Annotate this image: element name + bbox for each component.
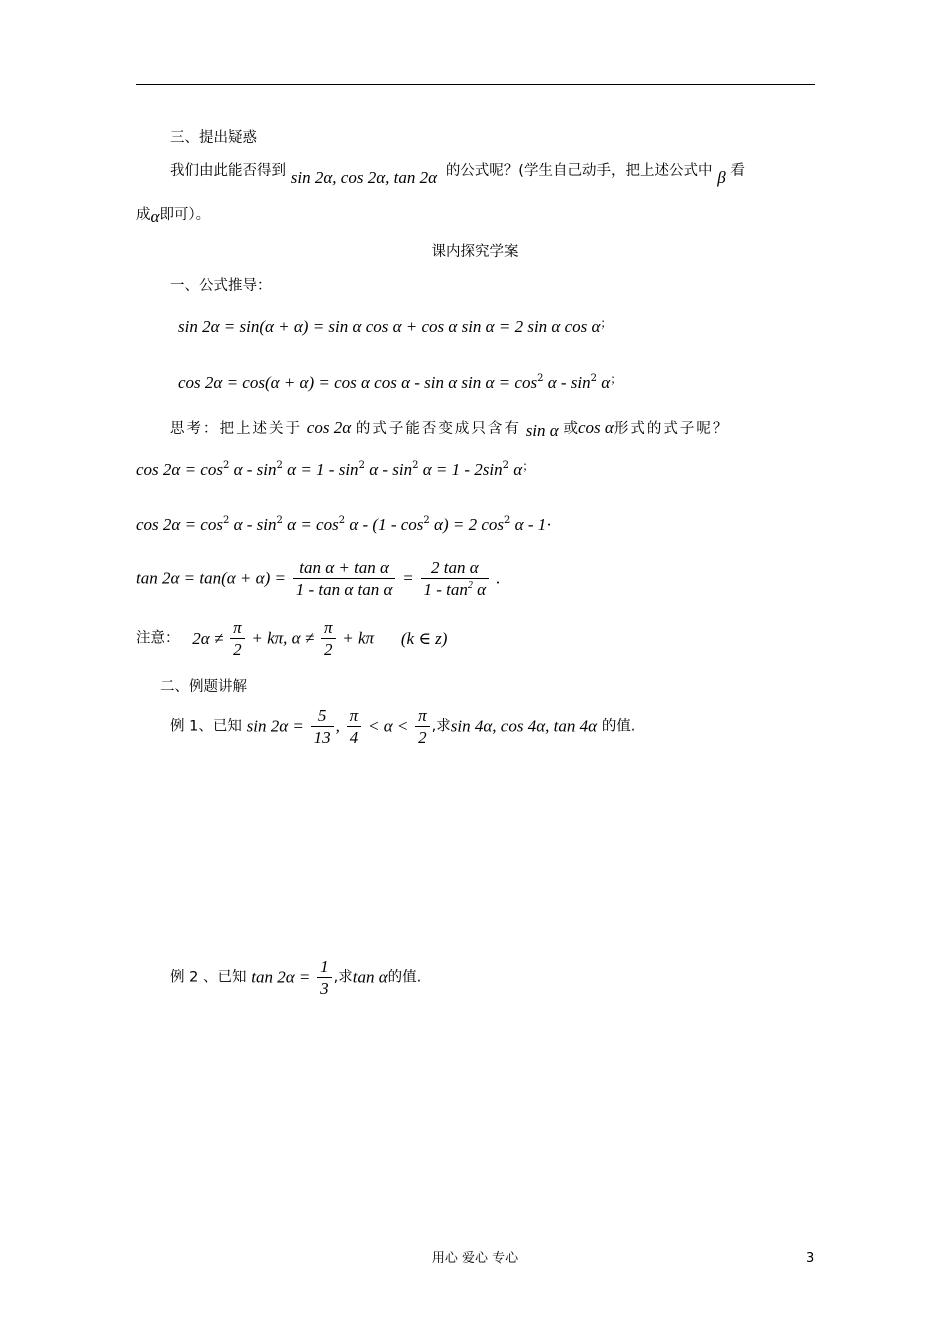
- question-paragraph-line2: [136, 204, 210, 225]
- page-subtitle: 课内探究学案: [431, 244, 519, 260]
- formula: cos 2α = cos(α + α) = cos α cos α - sin α sin α = cos: [178, 373, 538, 392]
- semicolon: ；: [610, 372, 623, 386]
- cos-alt-formula-1: $\cos 2\alpha = \cos^2 \alpha - \sin^2 \alpha = 1 - \sin^2 \alpha - \sin^2 \alpha = 1 - 2\sin^2$ α；: [136, 459, 535, 479]
- cos-double-angle-formula: cos 2α = cos(α + α) = cos α cos α - sin α $\sin \alpha = \cos^2 \alpha - \sin^2 \alpha^;$: [178, 372, 623, 392]
- page-number: 3: [806, 1251, 815, 1266]
- beta-symbol: β: [717, 168, 726, 187]
- footer-motto: 用心 爱心 专心: [431, 1251, 519, 1266]
- sin-double-angle-formula: [178, 317, 612, 338]
- formula: cos 2α: [306, 418, 352, 437]
- alpha-symbol: α: [150, 207, 160, 226]
- fraction: $\frac{\pi}{2}$: [230, 618, 245, 659]
- section-heading-examples: 二、例题讲解: [160, 679, 247, 695]
- section-heading-derivation: 一、公式推导：: [170, 278, 272, 294]
- formula: sin 2α, cos 2α, tan 2α: [290, 168, 438, 187]
- fraction: $\frac{\pi}{2}$: [321, 618, 336, 659]
- text: 即可）。: [159, 207, 211, 223]
- fraction: $\frac{\pi}{4}$: [347, 706, 362, 747]
- formula: cos α: [577, 418, 614, 437]
- note-condition: 注意： 2α ≠ $\frac{\pi}{2}$ + kπ, α ≠ $\frac{\pi}{2}$ + kπ (k ∈ z): [136, 618, 448, 659]
- formula: sin 2α = sin(α + α) = sin α cos α + cos α sin α = 2 sin α cos α: [178, 317, 601, 336]
- section-heading-questions: 三、提出疑惑: [170, 130, 257, 146]
- question-paragraph-line1: [170, 160, 745, 187]
- cos-alt-formula-2: $\cos 2\alpha = \cos^2 \alpha - \sin^2 \alpha = \cos^2 \alpha - (1 - \cos^2 \alpha) = 2$ $\cos^2 \alpha - 1\cdot$: [136, 515, 552, 534]
- text: 的公式呢？(学生自己动手，把上述公式中: [445, 163, 713, 179]
- semicolon: ；: [600, 316, 613, 330]
- text: 成: [136, 207, 151, 223]
- think-question: 思考：把上述关于 cos 2α 的式子能否变成只含有 sin α 或cos α形式的式子呢？: [170, 418, 730, 440]
- fraction: $\frac{\text{tan α + tan α}}{\text{1 - tan α tan α}}$: [293, 558, 396, 599]
- header-rule: [136, 84, 815, 85]
- fraction: $\frac{5}{13}$: [311, 706, 334, 747]
- fraction: $\frac{1}{3}$: [317, 957, 332, 998]
- fraction: $\frac{\text{2 tan α}}{1 - \tan^2 \alpha}$: [421, 558, 490, 599]
- tan-double-angle-formula: tan 2α = tan(α + α) = $\frac{\text{tan α + tan α}}{\text{1 - tan α tan α}}$ = $\frac{\text{2 tan α}}{1 - \tan^2 \alpha}$ .: [136, 558, 501, 599]
- text: 看: [730, 163, 745, 179]
- fraction: $\frac{\pi}{2}$: [415, 706, 430, 747]
- example-1: 例 1、已知 sin 2α = $\frac{5}{13}$ , $\frac{\pi}{4}$ < α < $\frac{\pi}{2}$ ,求sin 4α, cos 4α, tan 4α 的值.: [170, 706, 636, 747]
- text: 我们由此能否得到: [170, 163, 286, 179]
- example-2: 例 2 、已知 tan 2α = $\frac{1}{3}$ ,求tan α的值.: [170, 957, 422, 998]
- formula: sin α: [525, 421, 559, 440]
